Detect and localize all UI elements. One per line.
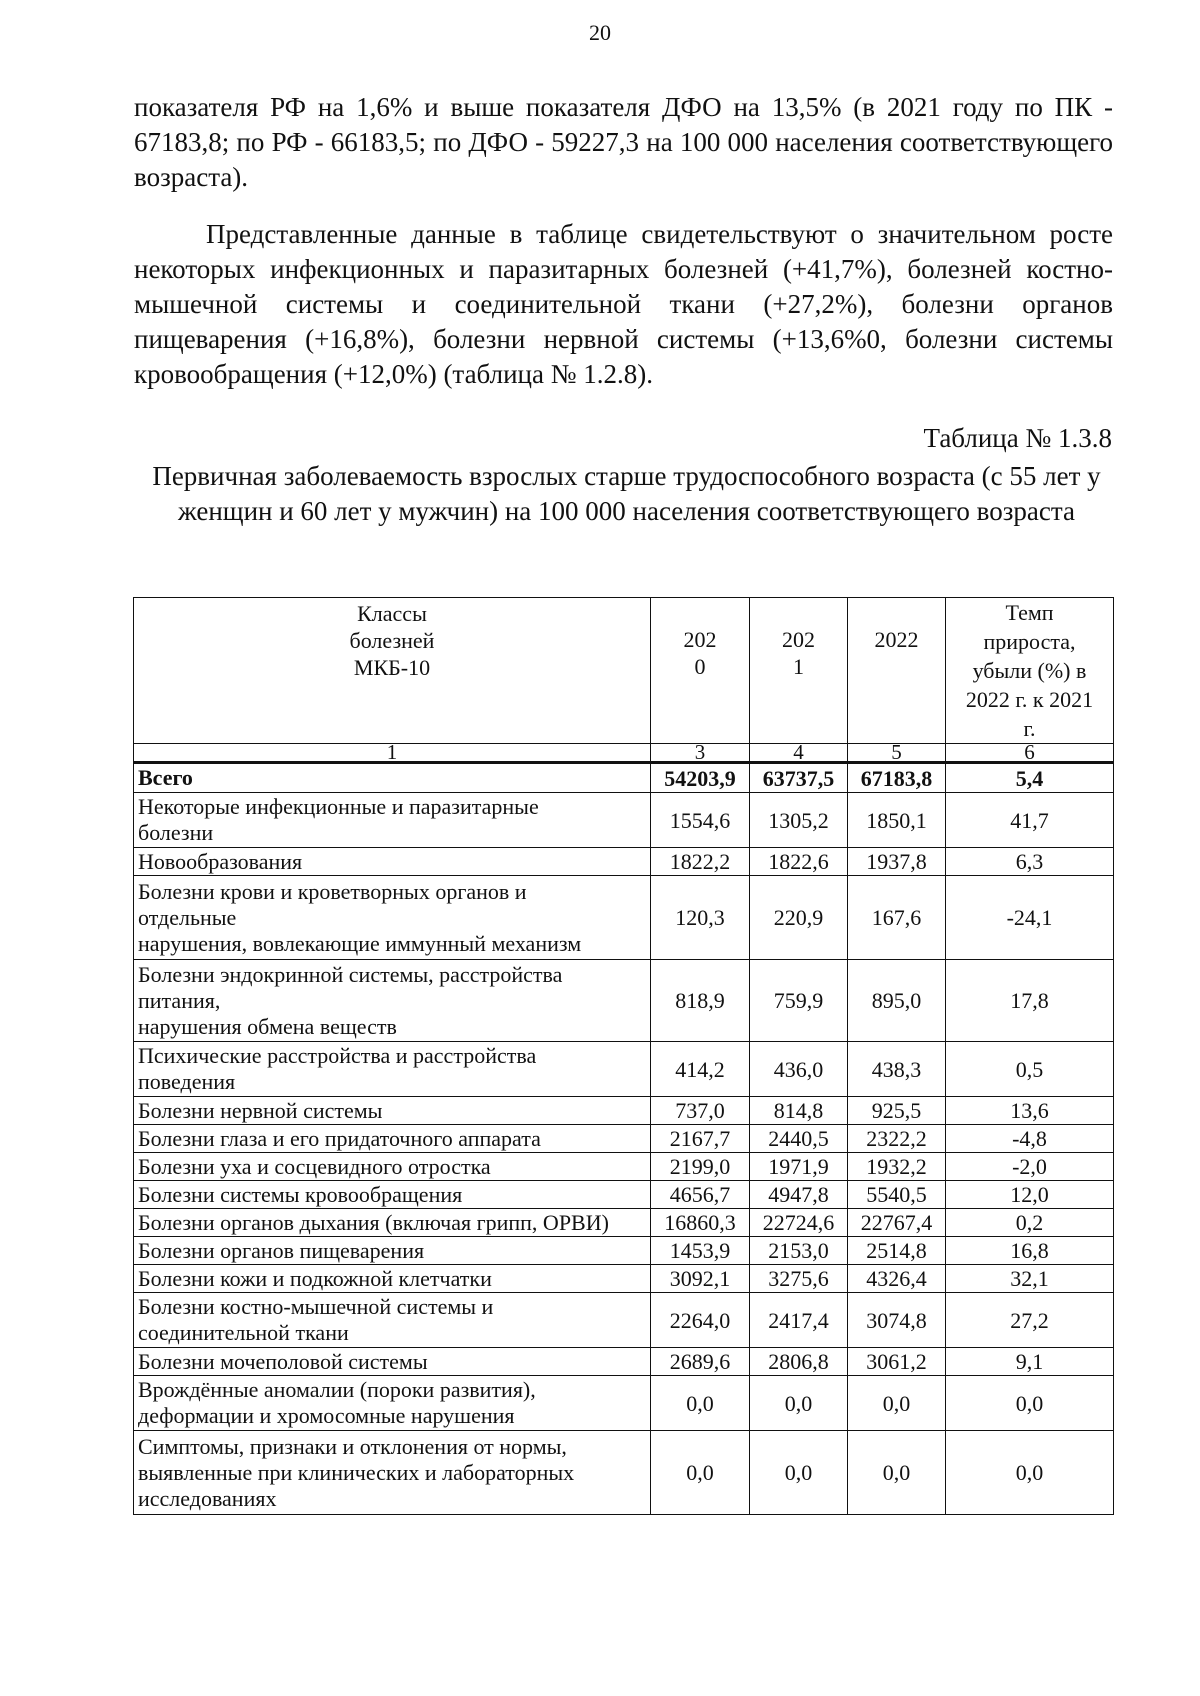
table-row (134, 793, 1114, 848)
value-2020-cell: 1453,9 (651, 1237, 750, 1265)
page-number: 20 (589, 20, 611, 45)
value-2021-cell: 1305,2 (750, 793, 848, 848)
growth-rate-cell: -2,0 (946, 1153, 1114, 1181)
value-2021-cell: 2417,4 (750, 1293, 848, 1348)
table-index-row (134, 744, 1114, 763)
value-2022-cell: 438,3 (848, 1042, 946, 1097)
index-cell: 6 (946, 744, 1114, 763)
value-2020-cell: 1554,6 (651, 793, 750, 848)
disease-class-cell: Новообразования (134, 848, 651, 876)
header-year-2021: 202 1 (750, 598, 848, 744)
table-header-row (134, 598, 1114, 744)
value-2021-cell: 3275,6 (750, 1265, 848, 1293)
value-2022-cell: 5540,5 (848, 1181, 946, 1209)
value-2022-cell: 3061,2 (848, 1348, 946, 1376)
disease-class-cell: Болезни нервной системы (134, 1097, 651, 1125)
header-year-2022: 2022 (848, 598, 946, 744)
value-2022-cell: 925,5 (848, 1097, 946, 1125)
value-2020-cell: 54203,9 (651, 763, 750, 793)
disease-class-cell: Всего (134, 763, 651, 793)
value-2022-cell: 1850,1 (848, 793, 946, 848)
value-2020-cell: 3092,1 (651, 1265, 750, 1293)
value-2020-cell: 4656,7 (651, 1181, 750, 1209)
table-row (134, 1431, 1114, 1515)
table-row (134, 1097, 1114, 1125)
growth-rate-cell: 16,8 (946, 1237, 1114, 1265)
value-2021-cell: 220,9 (750, 876, 848, 960)
value-2020-cell: 0,0 (651, 1376, 750, 1431)
table-row (134, 763, 1114, 793)
value-2020-cell: 2689,6 (651, 1348, 750, 1376)
value-2021-cell: 2440,5 (750, 1125, 848, 1153)
growth-rate-cell: 41,7 (946, 793, 1114, 848)
value-2022-cell: 1937,8 (848, 848, 946, 876)
disease-class-cell: Болезни системы кровообращения (134, 1181, 651, 1209)
value-2022-cell: 167,6 (848, 876, 946, 960)
disease-class-cell: Болезни мочеполовой системы (134, 1348, 651, 1376)
table-row (134, 1348, 1114, 1376)
table-row (134, 1237, 1114, 1265)
table-row (134, 1376, 1114, 1431)
value-2020-cell: 0,0 (651, 1431, 750, 1515)
header-disease-class: Классы болезней МКБ-10 (134, 598, 651, 744)
value-2021-cell: 63737,5 (750, 763, 848, 793)
value-2021-cell: 22724,6 (750, 1209, 848, 1237)
disease-class-cell: Врождённые аномалии (пороки развития), деформации и хромосомные нарушения (134, 1376, 651, 1431)
disease-class-cell: Болезни кожи и подкожной клетчатки (134, 1265, 651, 1293)
value-2021-cell: 436,0 (750, 1042, 848, 1097)
value-2020-cell: 2199,0 (651, 1153, 750, 1181)
paragraph-summary: Представленные данные в таблице свидетельствуют о значительном росте некоторых инфекционных и паразитарных болезней (+41,7%), болезней костно-мышечной системы и соединительной ткани (+27,2%), болезни органов пищеварения (+16,8%), болезни нервной системы (+13,6%0, болезни системы кровообращения (+12,0%) (таблица № 1.2.8). (134, 219, 1113, 389)
growth-rate-cell: 6,3 (946, 848, 1114, 876)
value-2022-cell: 2322,2 (848, 1125, 946, 1153)
value-2020-cell: 2264,0 (651, 1293, 750, 1348)
table-row (134, 1209, 1114, 1237)
value-2021-cell: 2806,8 (750, 1348, 848, 1376)
value-2020-cell: 737,0 (651, 1097, 750, 1125)
table-row (134, 1293, 1114, 1348)
disease-class-cell: Болезни уха и сосцевидного отростка (134, 1153, 651, 1181)
growth-rate-cell: 0,2 (946, 1209, 1114, 1237)
value-2020-cell: 120,3 (651, 876, 750, 960)
table-row (134, 1125, 1114, 1153)
table-caption: Первичная заболеваемость взрослых старше трудоспособного возраста (с 55 лет у женщин и 60 лет у мужчин) на 100 000 населения соответствующего возраста (152, 461, 1101, 526)
disease-class-cell: Болезни эндокринной системы, расстройства питания, нарушения обмена веществ (134, 960, 651, 1042)
table-row (134, 960, 1114, 1042)
value-2022-cell: 0,0 (848, 1431, 946, 1515)
growth-rate-cell: 9,1 (946, 1348, 1114, 1376)
value-2020-cell: 818,9 (651, 960, 750, 1042)
value-2021-cell: 4947,8 (750, 1181, 848, 1209)
table-label: Таблица № 1.3.8 (923, 423, 1112, 453)
value-2022-cell: 4326,4 (848, 1265, 946, 1293)
paragraph-intro: показателя РФ на 1,6% и выше показателя ДФО на 13,5% (в 2021 году по ПК - 67183,8; по РФ - 66183,5; по ДФО - 59227,3 на 100 000 населения соответствующего возраста). (134, 92, 1113, 192)
disease-class-cell: Болезни костно-мышечной системы и соединительной ткани (134, 1293, 651, 1348)
header-year-2020: 202 0 (651, 598, 750, 744)
growth-rate-cell: 17,8 (946, 960, 1114, 1042)
table-row (134, 848, 1114, 876)
value-2022-cell: 22767,4 (848, 1209, 946, 1237)
value-2021-cell: 0,0 (750, 1431, 848, 1515)
value-2022-cell: 3074,8 (848, 1293, 946, 1348)
growth-rate-cell: 0,0 (946, 1376, 1114, 1431)
value-2022-cell: 67183,8 (848, 763, 946, 793)
value-2020-cell: 2167,7 (651, 1125, 750, 1153)
morbidity-table (133, 597, 1114, 1515)
index-cell: 4 (750, 744, 848, 763)
table-row (134, 1042, 1114, 1097)
growth-rate-cell: 0,5 (946, 1042, 1114, 1097)
value-2021-cell: 1822,6 (750, 848, 848, 876)
value-2020-cell: 1822,2 (651, 848, 750, 876)
value-2021-cell: 2153,0 (750, 1237, 848, 1265)
value-2022-cell: 0,0 (848, 1376, 946, 1431)
disease-class-cell: Болезни органов дыхания (включая грипп, ОРВИ) (134, 1209, 651, 1237)
disease-class-cell: Болезни глаза и его придаточного аппарата (134, 1125, 651, 1153)
table-row (134, 876, 1114, 960)
growth-rate-cell: 0,0 (946, 1431, 1114, 1515)
growth-rate-cell: 12,0 (946, 1181, 1114, 1209)
growth-rate-cell: 32,1 (946, 1265, 1114, 1293)
index-cell: 5 (848, 744, 946, 763)
disease-class-cell: Болезни крови и кроветворных органов и отдельные нарушения, вовлекающие иммунный механизм (134, 876, 651, 960)
growth-rate-cell: -24,1 (946, 876, 1114, 960)
growth-rate-cell: 5,4 (946, 763, 1114, 793)
disease-class-cell: Некоторые инфекционные и паразитарные болезни (134, 793, 651, 848)
growth-rate-cell: -4,8 (946, 1125, 1114, 1153)
value-2022-cell: 895,0 (848, 960, 946, 1042)
index-cell: 1 (134, 744, 651, 763)
disease-class-cell: Болезни органов пищеварения (134, 1237, 651, 1265)
index-cell: 3 (651, 744, 750, 763)
header-growth-rate: Темп прироста, убыли (%) в 2022 г. к 2021 г. (946, 598, 1114, 744)
growth-rate-cell: 13,6 (946, 1097, 1114, 1125)
disease-class-cell: Симптомы, признаки и отклонения от нормы, выявленные при клинических и лабораторных исследованиях (134, 1431, 651, 1515)
value-2021-cell: 814,8 (750, 1097, 848, 1125)
value-2021-cell: 0,0 (750, 1376, 848, 1431)
value-2022-cell: 1932,2 (848, 1153, 946, 1181)
table-row (134, 1265, 1114, 1293)
value-2020-cell: 414,2 (651, 1042, 750, 1097)
value-2021-cell: 759,9 (750, 960, 848, 1042)
growth-rate-cell: 27,2 (946, 1293, 1114, 1348)
value-2020-cell: 16860,3 (651, 1209, 750, 1237)
table-row (134, 1153, 1114, 1181)
table-row (134, 1181, 1114, 1209)
value-2022-cell: 2514,8 (848, 1237, 946, 1265)
disease-class-cell: Психические расстройства и расстройства поведения (134, 1042, 651, 1097)
value-2021-cell: 1971,9 (750, 1153, 848, 1181)
